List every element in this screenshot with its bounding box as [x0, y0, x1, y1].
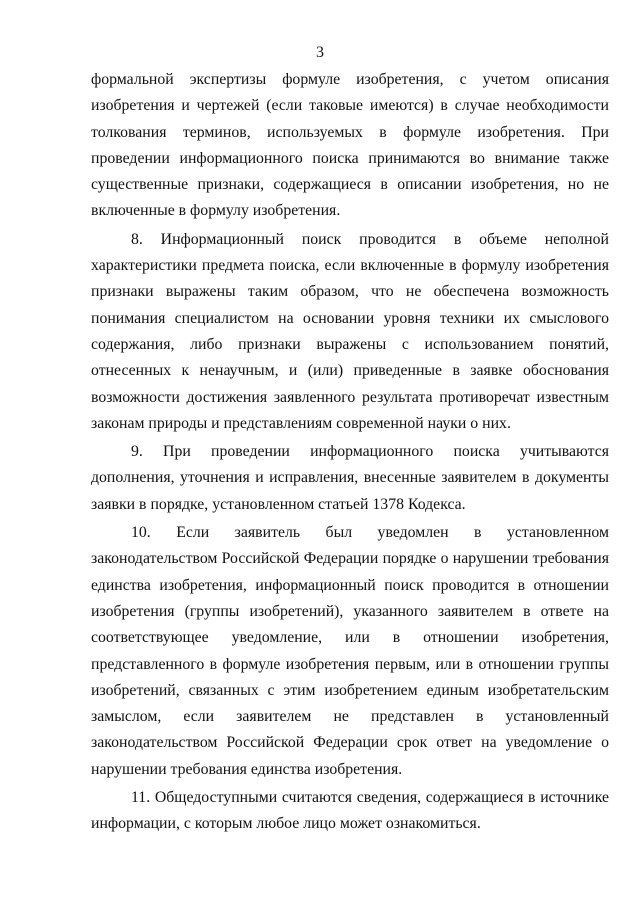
- paragraph-continuation: формальной экспертизы формуле изобретения, с учетом описания изобретения и чертежей (если таковые имеются) в случае необходимости толкования терминов, используемых в формуле изобретения. При проведении информационного поиска принимаются во внимание также существенные признаки, содержащиеся в описании изобретения, но не включенные в формулу изобретения.: [91, 71, 609, 220]
- page-number: 3: [316, 44, 324, 61]
- paragraph-11: 11. Общедоступными считаются сведения, содержащиеся в источнике информации, с которым любое лицо может ознакомиться.: [91, 789, 609, 833]
- document-body: [91, 67, 609, 838]
- paragraph-9: 9. При проведении информационного поиска учитываются дополнения, уточнения и исправления, внесенные заявителем в документы заявки в порядке, установленном статьей 1378 Кодекса.: [91, 443, 609, 513]
- paragraph-10: 10. Если заявитель был уведомлен в установленном законодательством Российской Федерации порядке о нарушении требования единства изобретения, информационный поиск проводится в отношении изобретения (группы изобретений), указанного заявителем в ответе на соответствующее уведомление, или в отношении изобретения, представленного в формуле изобретения первым, или в отношении группы изобретений, связанных с этим изобретением единым изобретательским замыслом, если заявителем не представлен в установленный законодательством Российской Федерации срок ответ на уведомление о нарушении требования единства изобретения.: [91, 524, 609, 778]
- paragraph-8: 8. Информационный поиск проводится в объеме неполной характеристики предмета поиска, если включенные в формулу изобретения признаки выражены таким образом, что не обеспечена возможность понимания специалистом на основании уровня техники их смыслового содержания, либо признаки выражены с использованием понятий, отнесенных к ненаучным, и (или) приведенные в заявке обоснования возможности достижения заявленного результата противоречат известным законам природы и представлениям современной науки о них.: [91, 230, 609, 432]
